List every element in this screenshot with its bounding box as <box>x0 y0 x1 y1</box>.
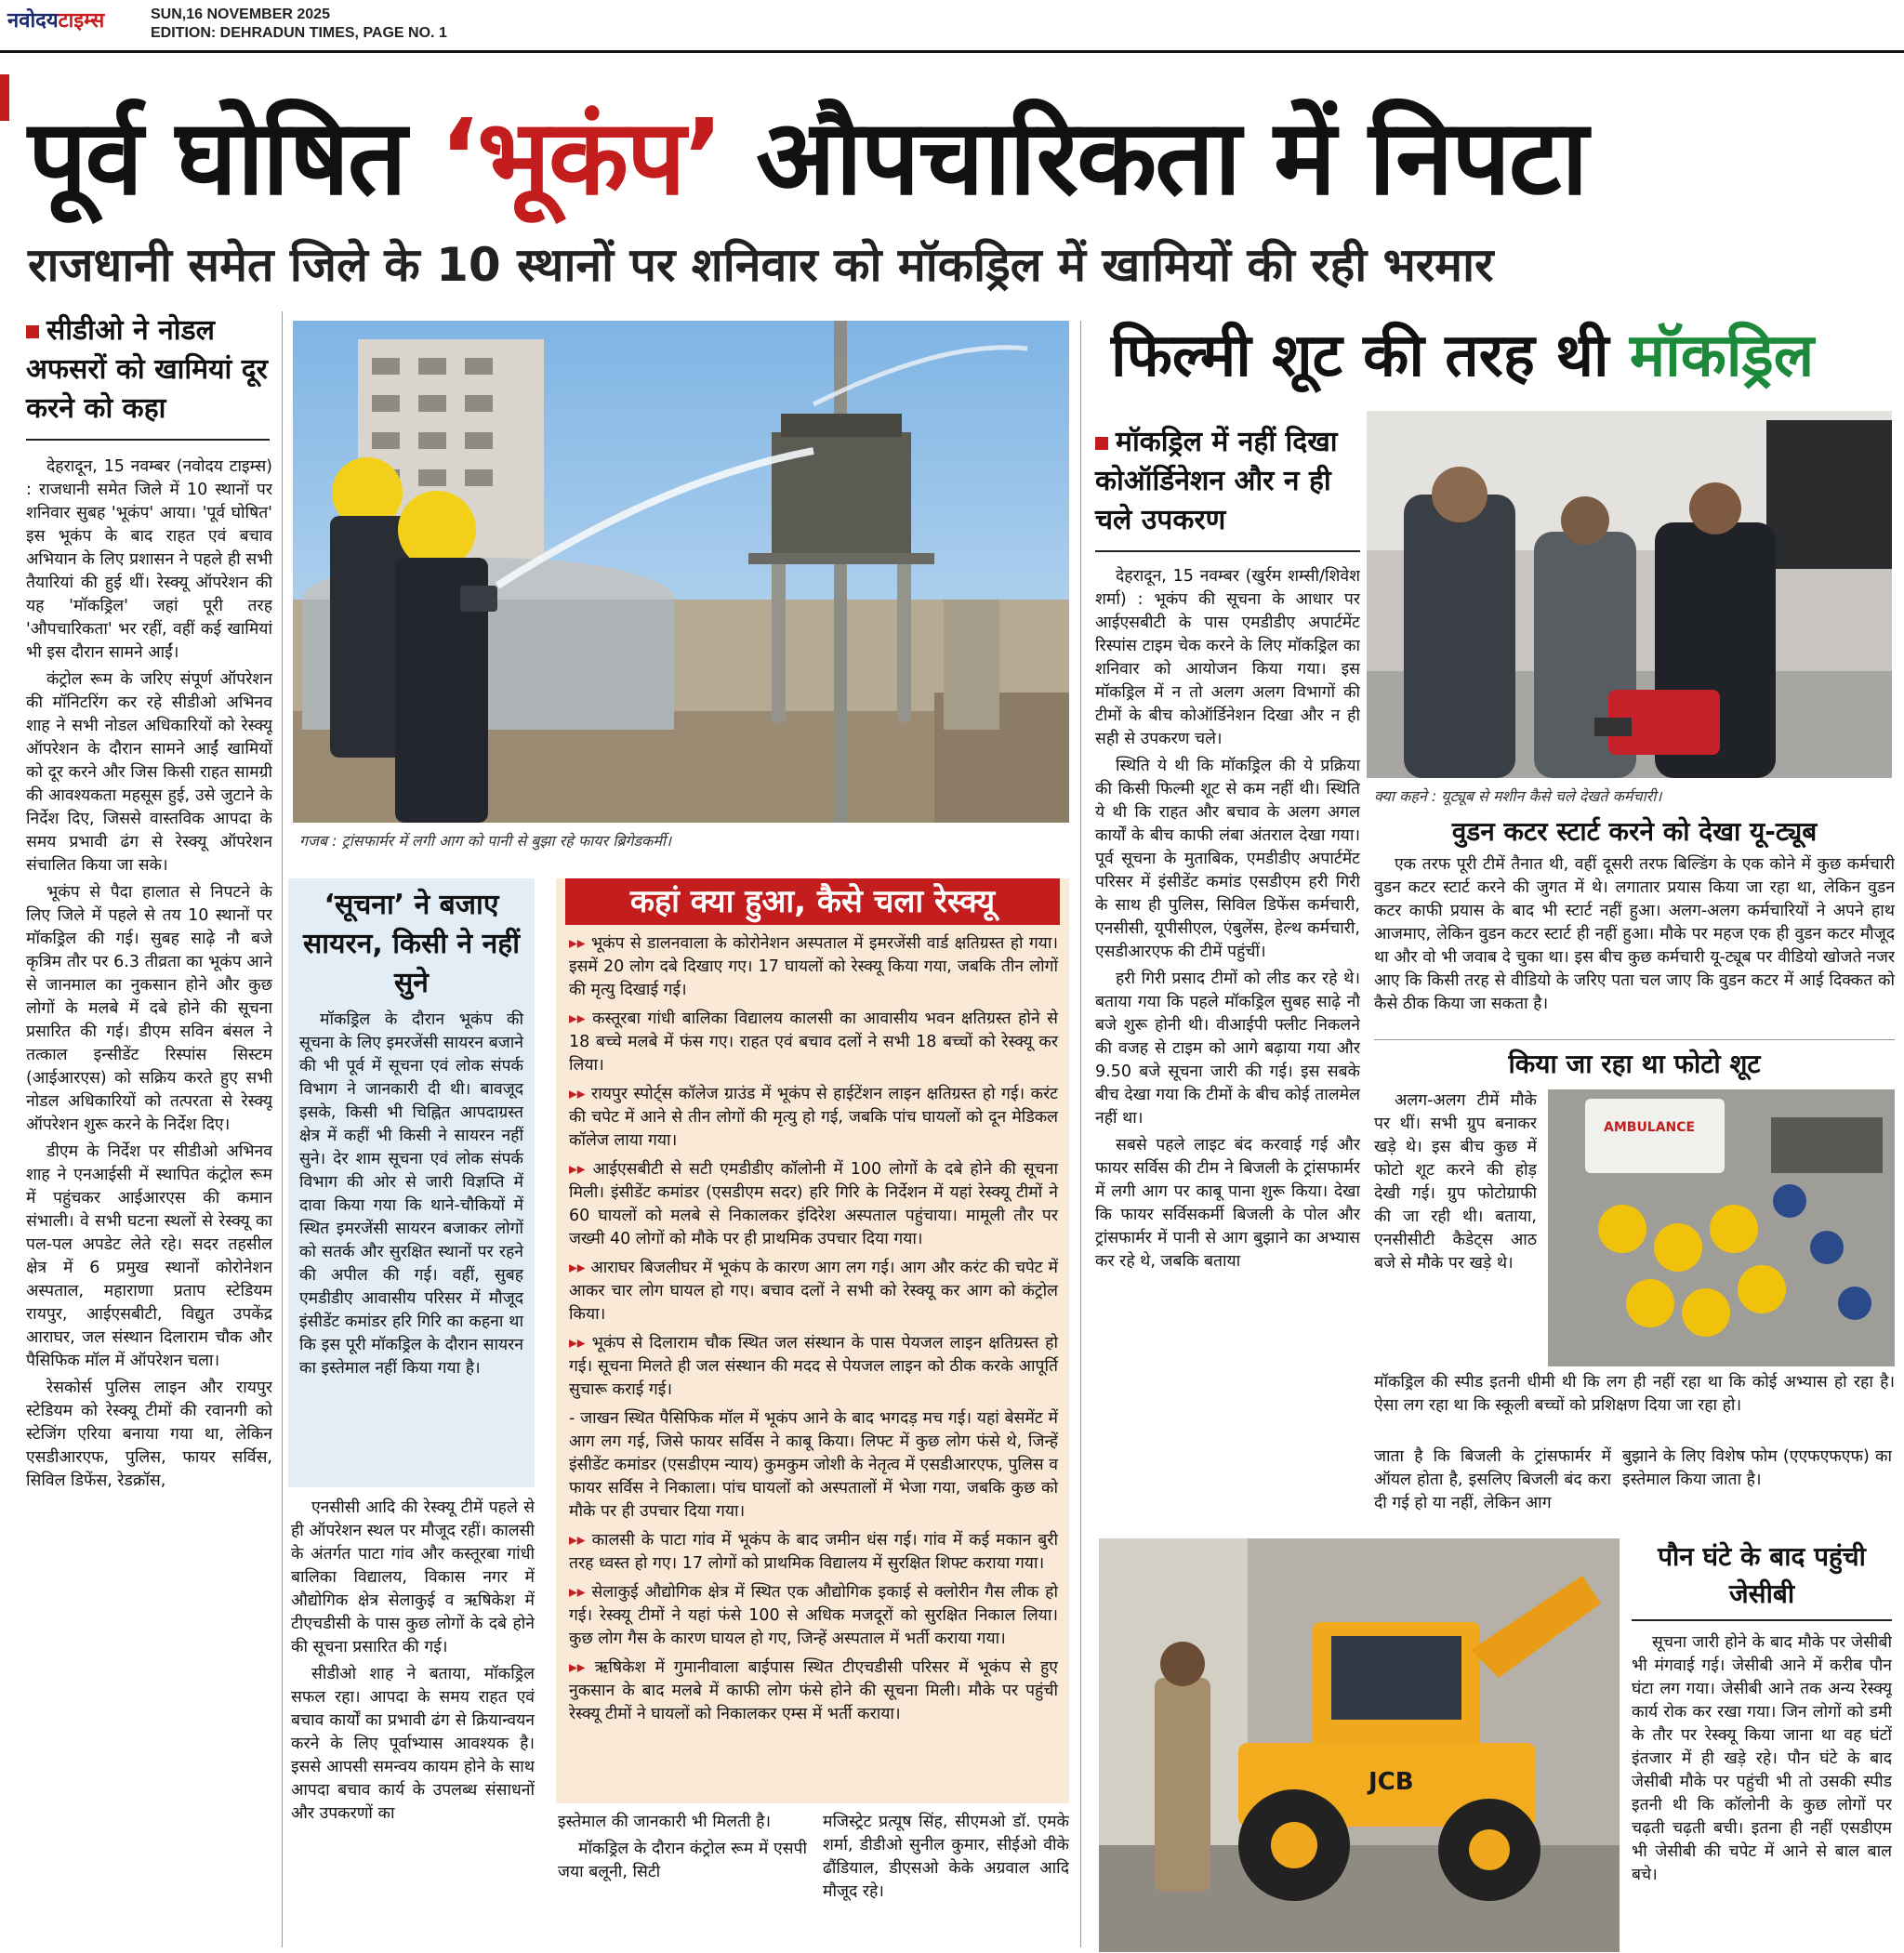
jcb-story-title: पौन घंटे के बाद पहुंची जेसीबी <box>1658 1541 1866 1609</box>
col3-bottom-a <box>558 1811 807 1950</box>
issue-date: SUN,16 NOVEMBER 2025 <box>151 7 330 22</box>
wooden-cutter-title: वुडन कटर स्टार्ट करने को देखा यू-ट्यूब <box>1451 816 1818 847</box>
fire-photo-caption: गजब : ट्रांसफार्मर में लगी आग को पानी से बुझा रहे फायर ब्रिगेडकर्मी। <box>299 832 672 850</box>
rescue-item: ▸▸ कस्तूरबा गांधी बालिका विद्यालय कालसी का आवासीय भवन क्षतिग्रस्त होने से 18 बच्चे मलबे में फंस गए। राहत एवं बचाव दलों ने सभी 18 बच्चों को रेस्क्यू कर लिया। <box>569 1009 1058 1075</box>
rescue-item: ▸▸ भूकंप से डालनवाला के कोरोनेशन अस्पताल में इमरजेंसी वार्ड क्षतिग्रस्त हो गया। इसमें 20 लोग दबे दिखाए गए। 17 घायलों को रेस्क्यू किया गया, जबकि तीन लोगों की मृत्यु दिखाई गई। <box>569 934 1058 999</box>
film-story-title <box>1111 314 1892 398</box>
rescue-item: ▸▸ भूकंप से दिलाराम चौक स्थित जल संस्थान के पास पेयजल लाइन क्षतिग्रस्त हो गई। सूचना मिलते ही जल संस्थान की मदद से पेयजल लाइन को ठीक करके आपूर्ति सुचारू कराई गई। <box>569 1334 1058 1399</box>
film-continued-1 <box>1374 1445 1611 1534</box>
film-kicker <box>1095 423 1365 540</box>
col2-para-2: सीडीओ शाह ने बताया, मॉकड्रिल सफल रहा। आपदा के समय राहत एवं बचाव कार्यों का प्रभावी ढंग से क्रियान्वयन करने के लिए पूर्वाभ्यास आवश्यक है। इससे आपसी समन्वय कायम होने के साथ आपदा बचाव कार्य के उपलब्ध संसाधनों और उपकरणों का <box>291 1665 535 1823</box>
film-story-body <box>1095 565 1360 1532</box>
col3-para-b: मॉकड्रिल के दौरान कंट्रोल रूम में एसपी जया बलूनी, सिटी <box>558 1840 807 1881</box>
photo-shoot-title: किया जा रहा था फोटो शूट <box>1508 1049 1761 1079</box>
rescue-item: ▸▸ सेलाकुई औद्योगिक क्षेत्र में स्थित एक औद्योगिक इकाई से क्लोरीन गैस लीक हो गई। रेस्क्यू टीमों ने यहां फंसे 100 से अधिक मजदूरों को सुरक्षित निकाल लिया। कुछ लोग गैस के कारण घायल हो गए, जिन्हें अस्पताल में भर्ती कराया गया। <box>569 1583 1058 1648</box>
rescue-item: ▸▸ ऋषिकेश में गुमानीवाला बाईपास स्थित टीएचडीसी परिसर में भूकंप से हुए नुकसान के बाद मलबे में काफी लोग फंसे होने की सूचना मिली। मौके पर पहुंची रेस्क्यू टीमों ने घायलों को निकालकर एम्स में भर्ती कराया। <box>569 1658 1058 1723</box>
jcb-photo <box>1099 1538 1620 1952</box>
film-cont-para-1: जाता है कि बिजली के ट्रांसफार्मर में ऑयल होता है, इसलिए बिजली बंद करा दी गई हो या नहीं, लेकिन आग <box>1374 1447 1611 1512</box>
cutter-photo-caption: क्या कहने : यूट्यूब से मशीन कैसे चले देखते कर्मचारी। <box>1374 787 1662 805</box>
arrow-icon: ▸▸ <box>569 1531 586 1550</box>
rescue-item: ▸▸ कालसी के पाटा गांव में भूकंप के बाद जमीन धंस गई। गांव में कई मकान बुरी तरह ध्वस्त हो गए। 17 लोगों को प्राथमिक विद्यालय में सुरक्षित शिफ्ट कराया गया। <box>569 1531 1058 1573</box>
arrow-icon: ▸▸ <box>569 1085 586 1103</box>
left-para-4: डीएम के निर्देश पर सीडीओ अभिनव शाह ने एनआईसी में स्थापित कंट्रोल रूम में पहुंचकर आईआरएस की कमान संभाली। वे सभी घटना स्थलों से रेस्क्यू का पल-पल अपडेट लेते रहे। सदर तहसील क्षेत्र में 6 प्रमुख स्थानों कोरोनेशन अस्पताल, महाराणा प्रताप स्टेडियम रायपुर, आईएसबीटी, विद्युत उपकेंद्र आराघर, जल संस्थान दिलाराम चौक और पैसिफिक मॉल में ऑपरेशन चला। <box>26 1142 272 1370</box>
photo-shoot-body-2 <box>1374 1371 1895 1427</box>
jcb-story-body <box>1632 1631 1892 1952</box>
arrow-icon: ▸▸ <box>569 1259 586 1277</box>
arrow-icon: ▸▸ <box>569 1658 586 1677</box>
photo-shoot-para: अलग-अलग टीमें मौके पर थीं। सभी ग्रुप बनाकर खड़े थे। इस बीच कुछ में फोटो शूट करने की होड़ देखी गई। ग्रुप फोटोग्राफी की जा रही थी। बताया, एनसीसीटी कैडेट्स आठ बजे से मौके पर खड़े थे। <box>1374 1091 1537 1273</box>
film-para-2: स्थिति ये थी कि मॉकड्रिल की ये प्रक्रिया की किसी फिल्मी शूट से कम नहीं थी। स्थिति ये थी कि राहत और बचाव के अलग अगल कार्यों के बीच काफी लंबा अंतराल देखा गया। पूर्व सूचना के मुताबिक, एमडीडीए अपार्टमेंट परिसर में इंसीडेंट कमांड एसडीएम हरी गिरी के साथ ही पुलिस, सिविल डिफेंस कर्मचारी, एनसीसी, यूपीसीएल, एंबुलेंस, हेल्थ कर्मचारी, एसडीआरएफ की टीमें पहुंचीं। <box>1095 757 1360 961</box>
bullet-square-icon <box>26 325 39 338</box>
arrow-icon: ▸▸ <box>569 1160 586 1179</box>
header-divider <box>0 50 1904 53</box>
section-rule <box>1374 1039 1895 1040</box>
jcb-title-rule <box>1632 1619 1892 1621</box>
film-para-3: हरी गिरी प्रसाद टीमों को लीड कर रहे थे। बताया गया कि पहले मॉकड्रिल सुबह साढ़े नौ बजे शुरू होनी थी। वीआईपी फ्लीट निकलने की वजह से टाइम को आगे बढ़ाया गया और 9.50 बजे सूचना जारी की गई। इस सबके बीच देखा गया कि टीमों के बीच कोई तालमेल नहीं था। <box>1095 970 1360 1128</box>
rescue-item: ▸▸ आईएसबीटी से सटी एमडीडीए कॉलोनी में 100 लोगों के दबे होने की सूचना मिली। इंसीडेंट कमांडर (एसडीएम सदर) हरि गिरि के निर्देशन में यहां रेस्क्यू टीमों ने 60 घायलों को मलबे से निकालकर इंदिरेश अस्पताल पहुंचाया। मामूली तौर पर जख्मी 40 लोगों को मौके पर ही प्राथमिक उपचार दिया गया। <box>569 1160 1058 1248</box>
col3-bottom-b <box>823 1811 1069 1950</box>
arrow-icon: ▸▸ <box>569 1334 586 1353</box>
bullet-square-icon <box>1095 437 1108 450</box>
side-accent <box>0 74 9 121</box>
column-rule-1 <box>282 311 283 1947</box>
jcb-para: सूचना जारी होने के बाद मौके पर जेसीबी भी मंगवाई गई। जेसीबी आने में करीब पौन घंटा लग गया। जेसीबी आने तक अन्य रेस्क्यू कार्य रोक कर रखा गया। जिन लोगों को डमी के तौर पर रेस्क्यू किया जाना था वह घंटों इंतजार में ही खड़े रहे। पौन घंटे के बाद जेसीबी मौके पर पहुंची भी तो उसकी स्पीड इतनी थी कि कॉलोनी के कुछ लोगों पर चढ़ती चढ़ती बची। इतना ही नहीं एसडीएम भी जेसीबी की चपेट में आने से बाल बाल बचे। <box>1632 1633 1892 1884</box>
suchna-box-title: ‘सूचना’ ने बजाए सायरन, किसी ने नहीं सुने <box>303 889 520 999</box>
film-title-part-1: फिल्मी शूट की तरह थी <box>1111 322 1630 390</box>
main-headline <box>28 84 1887 232</box>
jcb-illustration <box>1099 1538 1620 1952</box>
film-continued-2 <box>1622 1445 1892 1534</box>
film-kicker-rule <box>1095 550 1360 552</box>
wooden-cutter-para: एक तरफ पूरी टीमें तैनात थी, वहीं दूसरी तरफ बिल्डिंग के एक कोने में कुछ कर्मचारी वुडन कटर स्टार्ट करने की जुगत में थे। लगातार प्रयास किया जा रहा था, लेकिन वुडन कटर काफी प्रयास के बाद भी स्टार्ट नहीं हुआ। अलग-अलग कर्मचारियों ने अपने हाथ आजमाए, लेकिन वुडन कटर स्टार्ट ही नहीं हुआ। मौके पर महज एक ही वुडन कटर मौजूद था और वो भी जवाब दे चुका था। इस बीच कुछ कर्मचारी यू-ट्यूब पर वीडियो खोजते नजर आए कि किसी तरह से वीडियो के जरिए पता चल जाए कि वुडन कटर में आई दिक्कत को कैसे ठीक किया जा सकता है। <box>1374 855 1895 1013</box>
col2-para-1: एनसीसी आदि की रेस्क्यू टीमें पहले से ही ऑपरेशन स्थल पर मौजूद रहीं। कालसी के अंतर्गत पाटा गांव और कस्तूरबा गांधी बालिका विद्यालय, विकास नगर में औद्योगिक क्षेत्र सेलाकुई व ऋषिकेश में टीएचडीसी के पास कुछ लोगों के दबे होने की सूचना प्रसारित की गई। <box>291 1498 535 1656</box>
headline-part-2: औपचारिकता में निपटा <box>721 98 1587 218</box>
jcb-brand-label: JCB <box>1368 1768 1414 1796</box>
photo-shoot-para-2: मॉकड्रिल की स्पीड इतनी धीमी थी कि लग ही नहीं रहा था कि कोई अभ्यास हो रहा है। ऐसा लग रहा था कि स्कूली बच्चों को प्रशिक्षण दिया जा रहा हो। <box>1374 1373 1895 1415</box>
ambulance-group-photo <box>1548 1089 1895 1366</box>
arrow-icon: ▸▸ <box>569 934 586 953</box>
logo-part-2: टाइम्स <box>58 9 105 33</box>
left-para-2: कंट्रोल रूम के जरिए संपूर्ण ऑपरेशन की मॉनिटरिंग कर रहे सीडीओ अभिनव शाह ने सभी नोडल अधिकारियों को रेस्क्यू ऑपरेशन के दौरान सामने आईं खामियों को दूर करने और जिस किसी राहत सामग्री की आवश्यकता महसूस हुई, उसे जुटाने के निर्देश दिए, जिससे वास्तविक आपदा के समय प्रभावी ढंग से रेस्क्यू ऑपरेशन संचालित किया जा सके। <box>26 670 272 875</box>
rescue-box <box>556 878 1069 1803</box>
col2-bottom-text <box>291 1497 535 1952</box>
column-rule-2 <box>1080 321 1081 1947</box>
logo-part-1: नवोदय <box>7 9 59 33</box>
photo-shoot-body <box>1374 1089 1537 1368</box>
left-kicker-text: सीडीओ ने नोडल अफसरों को खामियां दूर करने को कहा <box>26 314 268 425</box>
masthead-logo <box>7 6 147 43</box>
suchna-para: मॉकड्रिल के दौरान भूकंप की सूचना के लिए इमरजेंसी सायरन बजाने की भी पूर्व में सूचना एवं लोक संपर्क विभाग ने जानकारी दी थी। बावजूद इसके, किसी भी चिह्नित आपदाग्रस्त क्षेत्र में कहीं भी किसी ने सायरन नहीं सुने। देर शाम सूचना एवं लोक संपर्क विभाग की ओर से जारी विज्ञप्ति में दावा किया गया कि थाने-चौकियों में स्थित इमरजेंसी सायरन बजाकर लोगों को सतर्क और सुरक्षित स्थानों पर रहने की अपील की गई। वहीं, सुबह एमडीडीए आवासीय परिसर में मौजूद इंसीडेंट कमांडर हरि गिरि का कहना था कि इस पूरी मॉकड्रिल के दौरान सायरन का इस्तेमाल नहीं किया गया है। <box>299 1010 523 1378</box>
arrow-icon: ▸▸ <box>569 1583 586 1602</box>
left-para-1: देहरादून, 15 नवम्बर (नवोदय टाइम्स) : राजधानी समेत जिले में 10 स्थानों पर शनिवार सुबह 'भूकंप' आया। 'पूर्व घोषित' इस भूकंप के बाद राहत एवं बचाव अभियान के लिए प्रशासन ने पहले ही सभी तैयारियां की हुई थीं। रेस्क्यू ऑपरेशन की यह 'मॉकड्रिल' जहां पूरी तरह 'औपचारिकता' भर रहीं, वहीं कई खामियां भी इस दौरान सामने आईं। <box>26 457 272 662</box>
kicker-rule <box>26 439 270 441</box>
rescue-item: ▸▸ आराघर बिजलीघर में भूकंप के कारण आग लग गई। आग और करंट की चपेट में आकर चार लोग घायल हो गए। बचाव दलों ने सभी को रेस्क्यू कर आग को कंट्रोल किया। <box>569 1259 1058 1324</box>
rescue-item: - जाखन स्थित पैसिफिक मॉल में भूकंप आने के बाद भगदड़ मच गई। यहां बेसमेंट में आग लग गई, जिसे फायर सर्विस ने काबू किया। लिफ्ट में कुछ लोग फंसे थे, जिन्हें इंसीडेंट कमांडर (एसडीएम न्याय) कुमकुम जोशी के नेतृत्व में एसडीआरएफ, पुलिस व फायर सर्विस ने निकाला। पांच घायलों को अस्पतालों में भेजा गया, जबकि कुछ को मौके पर ही उपचार दिया गया। <box>569 1409 1058 1521</box>
left-kicker <box>26 311 277 429</box>
cutter-photo <box>1367 411 1892 778</box>
film-para-1: देहरादून, 15 नवम्बर (खुर्रम शम्सी/शिवेश शर्मा) : भूकंप की सूचना के आधार पर आईएसबीटी के पास एमडीडीए अपार्टमेंट रिस्पांस टाइम चेक करने के लिए मॉकड्रिल का शनिवार को आयोजन किया गया। इस मॉकड्रिल में न तो अलग अलग विभागों की टीमों के बीच कोऑर्डिनेशन दिखा और न ही सही से उपकरण चले। <box>1095 567 1360 748</box>
col3-para-c: मजिस्ट्रेट प्रत्यूष सिंह, सीएमओ डॉ. एमके शर्मा, डीडीओ सुनील कुमार, सीईओ वीके ढौंडियाल, डीएसओ केके अग्रवाल आदि मौजूद रहे। <box>823 1813 1069 1901</box>
left-para-3: भूकंप से पैदा हालात से निपटने के लिए जिले में पहले से तय 10 स्थानों पर मॉकड्रिल की गई। सुबह साढ़े नौ बजे कृत्रिम तौर पर 6.3 तीव्रता का भूकंप आने से जानमाल का नुकसान होने और कुछ लोगों के मलबे में दबे होने की सूचना प्रसारित की गई। डीएम सविन बंसल ने तत्काल इन्सीडेंट रिस्पांस सिस्टम (आईआरएस) को सक्रिय करते हुए सभी नोडल अधिकारियों को तत्परता से रेस्क्यू ऑपरेशन शुरू करने के निर्देश दिए। <box>26 883 272 1134</box>
film-para-4: सबसे पहले लाइट बंद करवाई गई और फायर सर्विस की टीम ने बिजली के ट्रांसफार्मर में लगी आग पर काबू पाना शुरू किया। देखा कि फायर सर्विसकर्मी बिजली के पोल और ट्रांसफार्मर में पानी से आग बुझाने का अभ्यास कर रहे थे, जबकि बताया <box>1095 1136 1360 1271</box>
ambulance-label: AMBULANCE <box>1604 1120 1696 1135</box>
col3-para-a: इस्तेमाल की जानकारी भी मिलती है। <box>558 1813 772 1831</box>
edition-info <box>151 6 447 43</box>
cutter-illustration <box>1367 411 1892 778</box>
rescue-item: ▸▸ रायपुर स्पोर्ट्स कॉलेज ग्राउंड में भूकंप से हाईटेंशन लाइन क्षतिग्रस्त हो गई। करंट की चपेट में आने से तीन लोगों की मृत्यु हो गई, जबकि पांच घायलों को दून मेडिकल कॉलेज लाया गया। <box>569 1085 1058 1150</box>
film-title-part-2: मॉकड्रिल <box>1629 322 1815 390</box>
film-cont-para-2: बुझाने के लिए विशेष फोम (एएफएफएफ) का इस्तेमाल किया जाता है। <box>1622 1447 1892 1489</box>
headline-highlight: ‘भूकंप’ <box>439 98 722 218</box>
headline-part-1: पूर्व घोषित <box>28 98 440 218</box>
rescue-items <box>556 925 1069 1726</box>
suchna-box <box>288 878 535 1487</box>
fire-brigade-photo <box>293 321 1069 823</box>
arrow-icon: ▸▸ <box>569 1009 586 1028</box>
ambulance-group-illustration <box>1548 1089 1895 1366</box>
sub-headline: राजधानी समेत जिले के 10 स्थानों पर शनिवार को मॉकड्रिल में खामियों की रही भरमार <box>28 238 1494 292</box>
edition-line: EDITION: DEHRADUN TIMES, PAGE NO. 1 <box>151 25 447 41</box>
fire-brigade-illustration <box>293 321 1069 823</box>
wooden-cutter-body <box>1374 853 1895 1035</box>
left-story-body <box>26 455 272 1947</box>
film-kicker-text: मॉकड्रिल में नहीं दिखा कोऑर्डिनेशन और न ही चले उपकरण <box>1095 426 1338 536</box>
left-para-5: रेसकोर्स पुलिस लाइन और रायपुर स्टेडियम को रेस्क्यू टीमों की रवानगी को स्टेजिंग एरिया बनाया गया था, लेकिन एसडीआरएफ, पुलिस, फायर सर्विस, सिविल डिफेंस, रेडक्रॉस, <box>26 1379 272 1490</box>
suchna-box-body <box>288 1009 535 1380</box>
rescue-box-title: कहां क्या हुआ, कैसे चला रेस्क्यू <box>565 878 1060 925</box>
